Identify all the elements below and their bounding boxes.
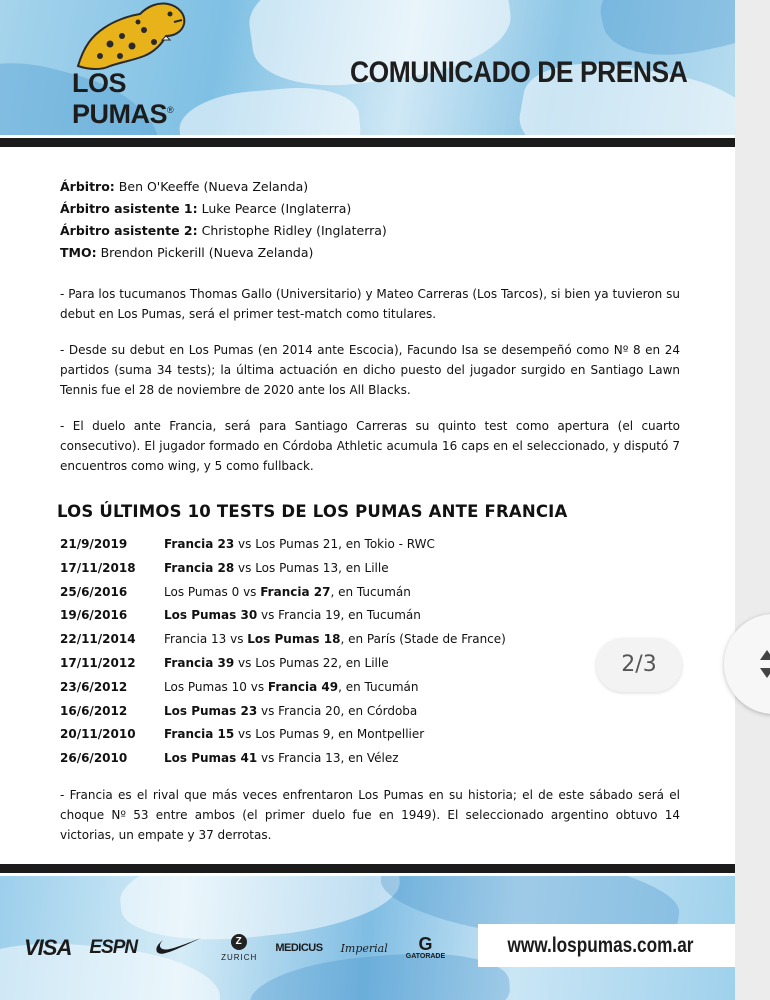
test-date: 17/11/2018: [60, 560, 136, 575]
test-vs: vs: [234, 537, 256, 551]
page-title: COMUNICADO DE PRENSA: [349, 56, 687, 89]
paragraph: - Para los tucumanos Thomas Gallo (Universitario) y Mateo Carreras (Los Tarcos), si bien ya tuvieron su debut en Los Pumas, será el primer test-match como titulares.: [60, 287, 680, 321]
test-away-team: Los Pumas 18: [247, 632, 341, 647]
test-home-team: Francia 13: [164, 632, 227, 647]
test-venue: , en Tucumán: [330, 584, 411, 599]
test-venue: , en Tucumán: [340, 608, 421, 623]
test-vs: vs: [226, 632, 248, 647]
test-vs: vs: [246, 679, 268, 694]
test-row: [60, 747, 680, 771]
jaguar-icon: [70, 0, 190, 72]
document-body: [57, 176, 680, 845]
test-result: [164, 723, 424, 747]
closing-paragraph: - Francia es el rival que más veces enfrentaron Los Pumas en su historia; el de este sábado será el choque Nº 53 entre ambos (el primer duelo fue en 1949). El seleccionado argentino obtuvo 14 victorias, un empate y 37 derrotas.: [60, 787, 680, 842]
test-date: 16/6/2012: [60, 703, 128, 718]
test-date: 21/9/2019: [60, 537, 128, 551]
test-result: [164, 676, 419, 700]
test-result: [164, 604, 421, 628]
test-row: [60, 652, 680, 676]
official-referee: Árbitro: Ben O'Keeffe (Nueva Zelanda): [60, 179, 309, 194]
test-vs: vs: [257, 751, 279, 766]
test-result: [164, 747, 399, 771]
test-row: [60, 604, 680, 628]
chevron-updown-icon: [752, 642, 770, 686]
test-away-team: Los Pumas 22: [255, 655, 339, 670]
test-venue: , en Lille: [338, 560, 389, 575]
test-row: [60, 676, 680, 700]
zurich-logo: Z ZURICH: [221, 935, 258, 962]
official-assistant-2: Árbitro asistente 2: Christophe Ridley (Inglaterra): [60, 223, 387, 238]
test-venue: , en Montpellier: [330, 727, 425, 742]
website-box[interactable]: [478, 924, 735, 967]
test-away-team: Los Pumas 9: [255, 727, 331, 742]
test-venue: , en Córdoba: [340, 703, 418, 718]
test-away-team: Francia 13: [278, 751, 341, 766]
header-divider: [0, 138, 735, 147]
test-vs: vs: [257, 608, 279, 623]
official-assistant-1: Árbitro asistente 1: Luke Pearce (Inglaterra): [60, 201, 352, 216]
section-heading: LOS ÚLTIMOS 10 TESTS DE LOS PUMAS ANTE FRANCIA: [57, 502, 568, 521]
visa-logo: VISA: [24, 935, 72, 960]
sponsor-logos: [24, 928, 463, 968]
imperial-logo: Imperial: [340, 941, 388, 955]
test-venue: , en Tucumán: [338, 679, 419, 694]
swoosh-icon: [155, 936, 203, 961]
test-away-team: Francia 20: [278, 703, 341, 718]
test-home-team: Los Pumas 10: [164, 679, 247, 694]
test-vs: vs: [234, 560, 256, 575]
test-result: [164, 700, 417, 724]
test-row: [60, 533, 680, 557]
test-away-team: Los Pumas 13: [255, 560, 339, 575]
test-date: 22/11/2014: [60, 632, 136, 647]
test-row: [60, 723, 680, 747]
test-away-team: Francia 19: [278, 608, 341, 623]
logo-wordmark: LOS PUMAS®: [72, 68, 174, 129]
gatorade-logo: G GATORADE: [405, 934, 446, 960]
espn-logo: ESPN: [89, 937, 138, 958]
test-away-team: Francia 27: [260, 584, 331, 599]
test-venue: , en Lille: [338, 655, 389, 670]
medicus-logo: MEDICUS: [275, 942, 323, 954]
los-pumas-logo: [36, 0, 216, 129]
test-home-team: Los Pumas 23: [164, 703, 258, 718]
test-result: [164, 652, 389, 676]
tests-list: [60, 533, 680, 771]
test-row: [60, 628, 680, 652]
test-venue: , en París (Stade de France): [340, 632, 506, 647]
test-result: [164, 628, 506, 652]
test-home-team: Los Pumas 41: [164, 751, 258, 766]
test-home-team: Francia 23: [164, 537, 235, 551]
test-vs: vs: [257, 703, 279, 718]
test-home-team: Los Pumas 30: [164, 608, 258, 623]
test-home-team: Francia 15: [164, 727, 235, 742]
page-indicator: 2/3: [596, 638, 682, 692]
test-date: 19/6/2016: [60, 608, 128, 623]
test-venue: , en Vélez: [340, 751, 399, 766]
test-venue: , en Tokio - RWC: [338, 537, 435, 551]
test-date: 25/6/2016: [60, 584, 128, 599]
header-banner: [0, 0, 735, 135]
official-tmo: TMO: Brendon Pickerill (Nueva Zelanda): [60, 245, 314, 260]
paragraph: - El duelo ante Francia, será para Santiago Carreras su quinto test como apertura (el cuarto consecutivo). El jugador formado en Córdoba Athletic acumula 16 caps en el seleccionado, y disputó 7 encuentros como wing, y 5 como fullback.: [60, 419, 680, 473]
test-row: [60, 700, 680, 724]
test-date: 20/11/2010: [60, 727, 136, 742]
test-date: 26/6/2010: [60, 751, 128, 766]
paragraph: - Desde su debut en Los Pumas (en 2014 ante Escocia), Facundo Isa se desempeñó como Nº 8 en 24 partidos (suma 34 tests); la última actuación en dicho puesto del jugador surgido en Santiago Lawn Tennis fue el 28 de noviembre de 2020 ante los All Blacks.: [60, 343, 680, 397]
test-date: 17/11/2012: [60, 655, 136, 670]
test-date: 23/6/2012: [60, 679, 128, 694]
test-result: [164, 533, 435, 557]
test-home-team: Francia 39: [164, 655, 235, 670]
website-link[interactable]: www.lospumas.com.ar: [507, 934, 694, 957]
test-away-team: Los Pumas 21: [255, 537, 339, 551]
test-home-team: Francia 28: [164, 560, 235, 575]
test-away-team: Francia 49: [267, 679, 339, 694]
test-result: [164, 557, 389, 581]
officials-list: [60, 176, 680, 264]
test-row: [60, 581, 680, 605]
test-vs: vs: [234, 655, 256, 670]
test-vs: vs: [234, 727, 256, 742]
test-home-team: Los Pumas 0: [164, 584, 240, 599]
test-vs: vs: [239, 584, 261, 599]
footer-divider: [0, 864, 735, 873]
test-row: [60, 557, 680, 581]
test-result: [164, 581, 411, 605]
